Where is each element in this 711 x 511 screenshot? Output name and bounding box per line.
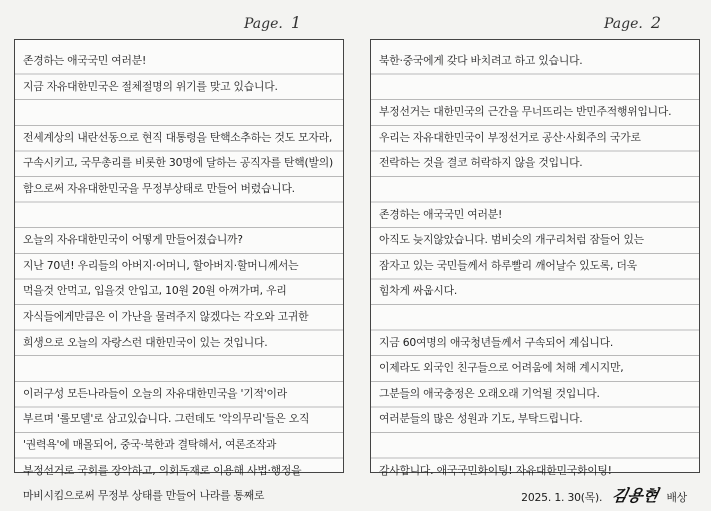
text-line: 지금 60여명의 애국청년들께서 구속되어 계십니다.	[379, 335, 614, 349]
text-line: 잠자고 있는 국민들께서 하루빨리 깨어날수 있도록, 더욱	[379, 258, 637, 272]
text-line: '권력욕'에 매몰되어, 중국·북한과 결탁해서, 여론조작과	[23, 437, 277, 451]
text-line: 존경하는 애국국민 여러분!	[23, 54, 147, 67]
right-page-header	[604, 13, 661, 32]
text-line: 이제라도 외국인 친구들으로 어려움에 처해 계시지만,	[379, 361, 624, 375]
text-line: 이러구성 모든나라들이 오늘의 자유대한민국을 '기적'이라	[23, 386, 287, 400]
blank-line	[379, 176, 693, 202]
text-line: 전세계상의 내란선동으로 현직 대통령을 탄핵소추하는 것도 모자라,	[23, 130, 333, 144]
left-page-number: 1	[290, 13, 302, 32]
left-letter-page	[14, 39, 344, 503]
right-letter-page	[370, 39, 700, 506]
text-line: 부정선거로 국회를 장악하고, 의회독재로 이용해 사법·행정을	[23, 463, 302, 477]
text-line: 힘차게 싸웁시다.	[379, 284, 458, 298]
right-page-lines	[379, 48, 693, 509]
text-line: 여러분들의 많은 성원과 기도, 부탁드립니다.	[379, 412, 583, 426]
text-line: 함으로써 자유대한민국을 무정부상태로 만들어 버렸습니다.	[23, 181, 295, 195]
text-line: 북한·중국에게 갖다 바치려고 하고 있습니다.	[379, 54, 583, 67]
text-line: 전락하는 것을 결코 허락하지 않을 것입니다.	[379, 156, 583, 170]
text-line: 아직도 늦지않았습니다. 범비슷의 개구리처럼 잠들어 있는	[379, 233, 644, 247]
blank-line	[23, 355, 337, 381]
text-line: 희생으로 오늘의 자랑스런 대한민국이 있는 것입니다.	[23, 335, 268, 349]
left-page-header	[244, 13, 301, 32]
signature-suffix: 배상	[666, 491, 687, 505]
text-line: 먹을것 안먹고, 입을것 안입고, 10원 20원 아껴가며, 우리	[23, 284, 287, 298]
signature-name: 김용현	[609, 486, 660, 506]
blank-line	[379, 432, 693, 458]
text-line: 오늘의 자유대한민국이 어떻게 만들어졌습니까?	[23, 233, 243, 247]
text-line: 존경하는 애국국민 여러분!	[379, 207, 503, 221]
text-line: 부정선거는 대한민국의 근간을 무너뜨리는 반민주적행위입니다.	[379, 105, 672, 119]
text-line: 자식들에게만큼은 이 가난을 물려주지 않겠다는 각오와 고귀한	[23, 309, 309, 323]
right-page-header-label: Page.	[604, 16, 643, 32]
text-line: 부르며 '롤모델'로 삼고있습니다. 그런데도 '악의무리'들은 오직	[23, 412, 310, 426]
text-line: 감사합니다. 애국국민화이팅! 자유대한민국화이팅!	[379, 463, 612, 477]
blank-line	[23, 99, 337, 125]
left-page-header-label: Page.	[244, 16, 283, 32]
signature-line	[379, 483, 693, 509]
right-page-number: 2	[650, 13, 662, 32]
text-line: 지금 자유대한민국은 절체절명의 위기를 맞고 있습니다.	[23, 79, 278, 93]
blank-line	[379, 74, 693, 100]
text-line: 그분들의 애국충정은 오래오래 기억될 것입니다.	[379, 386, 600, 400]
text-line: 마비시킴으로써 무정부 상태를 만들어 나라를 통째로	[23, 489, 265, 503]
signature-date: 2025. 1. 30(목).	[521, 491, 603, 505]
text-line: 우리는 자유대한민국이 부정선거로 공산·사회주의 국가로	[379, 130, 641, 144]
text-line: 지난 70년! 우리들의 아버지·어머니, 할아버지·할머니께서는	[23, 258, 299, 272]
blank-line	[23, 202, 337, 228]
blank-line	[379, 304, 693, 330]
left-page-lines	[23, 48, 337, 509]
text-line: 구속시키고, 국무총리를 비롯한 30명에 달하는 공직자를 탄핵(발의)	[23, 156, 333, 170]
